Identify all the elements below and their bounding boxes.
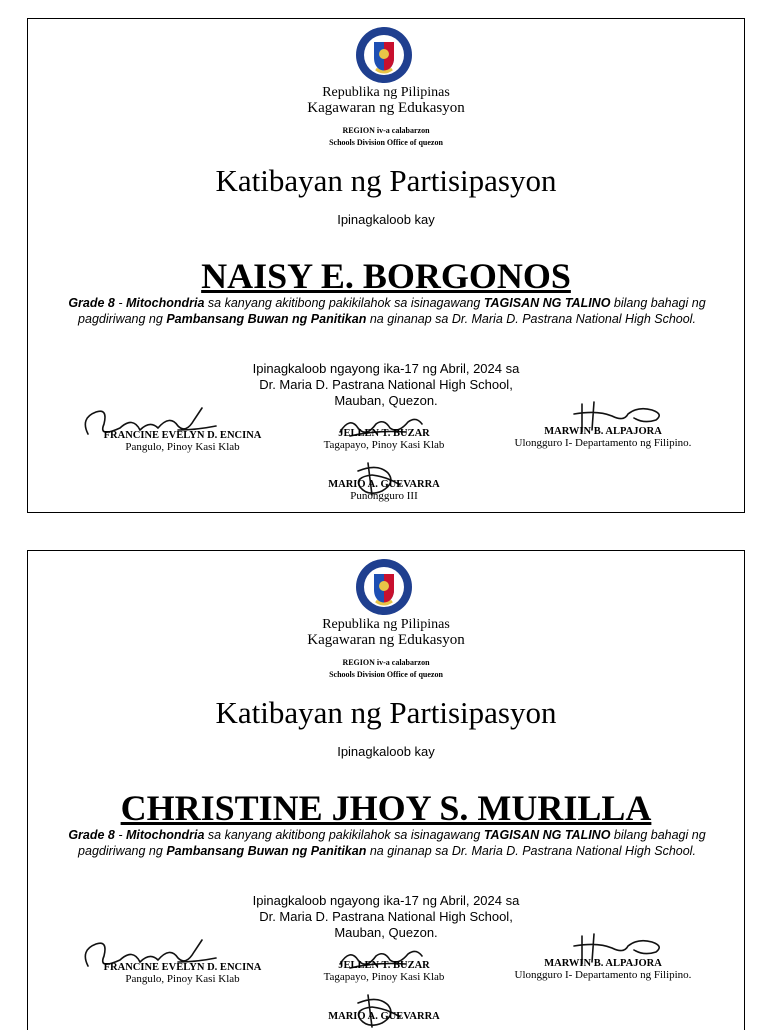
given-line-1: Ipinagkaloob ngayong ika-17 ng Abril, 2024 sa: [252, 893, 520, 908]
body-text-3: na ginanap sa Dr. Maria D. Pastrana National High School.: [366, 312, 696, 326]
republic-text: Republika ng Pilipinas: [322, 617, 450, 632]
certificate-1: [27, 18, 745, 513]
department-text: Kagawaran ng Edukasyon: [307, 100, 465, 116]
event-text: Pambansang Buwan ng Panitikan: [166, 312, 367, 326]
signatory-name: MARWIN B. ALPAJORA: [544, 426, 662, 437]
signatory-role: Punongguro III: [350, 490, 418, 502]
awarded-to-text: Ipinagkaloob kay: [337, 744, 435, 759]
body-text-2: bilang bahagi ng pagdiriwang ng: [78, 296, 706, 326]
awarded-to-text: Ipinagkaloob kay: [337, 212, 435, 227]
section-text: Mitochondria: [125, 296, 205, 310]
region-text: REGION iv-a calabarzon: [342, 658, 430, 667]
grade-text: Grade 8: [68, 296, 115, 310]
certificate-2: [27, 550, 745, 1030]
signatory-role: Ulongguro I- Departamento ng Filipino.: [514, 437, 692, 449]
body-text-3: na ginanap sa Dr. Maria D. Pastrana National High School.: [366, 844, 696, 858]
given-line-2: Dr. Maria D. Pastrana National High School,: [259, 909, 513, 924]
body-text-2: bilang bahagi ng pagdiriwang ng: [78, 828, 706, 858]
signatory-name: MARIO A. GUEVARRA: [328, 479, 440, 490]
republic-text: Republika ng Pilipinas: [322, 85, 450, 100]
signatory-2: [284, 428, 484, 451]
contest-text: TAGISAN NG TALINO: [483, 296, 611, 310]
event-text: Pambansang Buwan ng Panitikan: [166, 844, 367, 858]
signatory-name: MARWIN B. ALPAJORA: [544, 958, 662, 969]
division-text: Schools Division Office of quezon: [329, 138, 443, 147]
deped-seal-icon: [354, 25, 414, 85]
signatory-name: FRANCINE EVELYN D. ENCINA: [103, 430, 262, 441]
separator-text: -: [114, 828, 126, 842]
signatory-name: MARIO A. GUEVARRA: [328, 1011, 440, 1022]
section-text: Mitochondria: [125, 828, 205, 842]
body-text-1: sa kanyang akitibong pakikilahok sa isinagawang: [204, 828, 484, 842]
recipient-name: CHRISTINE JHOY S. MURILLA: [120, 788, 652, 828]
given-line-3: Mauban, Quezon.: [334, 925, 438, 940]
certificate-body: [68, 827, 706, 859]
department-text: Kagawaran ng Edukasyon: [307, 632, 465, 648]
signatory-4: [284, 1011, 484, 1022]
certificate-title: Katibayan ng Partisipasyon: [215, 695, 557, 730]
signatory-role: Tagapayo, Pinoy Kasi Klab: [323, 971, 445, 983]
body-text-1: sa kanyang akitibong pakikilahok sa isinagawang: [204, 296, 484, 310]
signatory-2: [284, 960, 484, 983]
signatory-name: JELLEN T. BUZAR: [338, 428, 430, 439]
signatory-3: [468, 958, 738, 981]
region-text: REGION iv-a calabarzon: [342, 126, 430, 135]
signatory-role: Pangulo, Pinoy Kasi Klab: [125, 973, 240, 985]
certificate-title: Katibayan ng Partisipasyon: [215, 163, 557, 198]
contest-text: TAGISAN NG TALINO: [483, 828, 611, 842]
given-line-2: Dr. Maria D. Pastrana National High School,: [259, 377, 513, 392]
signatory-3: [468, 426, 738, 449]
signatory-role: Ulongguro I- Departamento ng Filipino.: [514, 969, 692, 981]
signatory-4: [284, 479, 484, 502]
deped-seal-icon: [354, 557, 414, 617]
signatory-1: [60, 962, 305, 985]
given-line-1: Ipinagkaloob ngayong ika-17 ng Abril, 2024 sa: [252, 361, 520, 376]
signatory-name: JELLEN T. BUZAR: [338, 960, 430, 971]
signatory-name: FRANCINE EVELYN D. ENCINA: [103, 962, 262, 973]
recipient-name: NAISY E. BORGONOS: [201, 256, 571, 296]
grade-text: Grade 8: [68, 828, 115, 842]
separator-text: -: [114, 296, 126, 310]
certificate-body: [68, 295, 706, 327]
signatory-1: [60, 430, 305, 453]
signatory-role: Pangulo, Pinoy Kasi Klab: [125, 441, 240, 453]
division-text: Schools Division Office of quezon: [329, 670, 443, 679]
signatory-role: Tagapayo, Pinoy Kasi Klab: [323, 439, 445, 451]
given-line-3: Mauban, Quezon.: [334, 393, 438, 408]
